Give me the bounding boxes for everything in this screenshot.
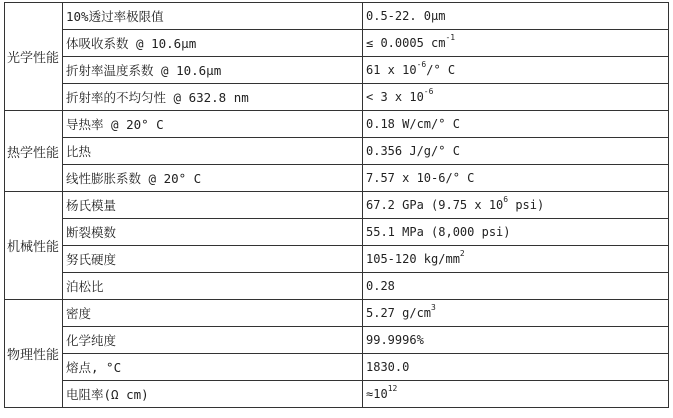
- table-row: [5, 138, 669, 165]
- table-row: [5, 165, 669, 192]
- value-knoop-main: 105-120 kg/mm: [366, 252, 460, 266]
- table-row: [5, 300, 669, 327]
- property-purity: 化学纯度: [63, 327, 363, 354]
- property-resistivity: 电阻率(Ω cm): [63, 381, 363, 408]
- value-absorption: [363, 30, 669, 57]
- value-resistivity-exp: 12: [387, 384, 398, 393]
- value-dn-dt-tail: /° C: [426, 63, 456, 77]
- value-dn-dt: [363, 57, 669, 84]
- value-inhomogeneity-main: < 3 x 10: [366, 90, 424, 104]
- property-dn-dt: 折射率温度系数 @ 10.6μm: [63, 57, 363, 84]
- value-transmit-limit: 0.5-22. 0μm: [363, 3, 669, 30]
- table-row: [5, 327, 669, 354]
- value-resistivity: [363, 381, 669, 408]
- value-specific-heat: 0.356 J/g/° C: [363, 138, 669, 165]
- group-physical: 物理性能: [5, 300, 63, 408]
- value-absorption-exp: -1: [445, 33, 456, 42]
- value-knoop-exp: 2: [459, 249, 465, 258]
- property-knoop: 努氏硬度: [63, 246, 363, 273]
- value-density-main: 5.27 g/cm: [366, 306, 432, 320]
- table-row: [5, 30, 669, 57]
- table-row: [5, 354, 669, 381]
- table-row: [5, 219, 669, 246]
- value-density-exp: 3: [431, 303, 436, 312]
- table-row: [5, 111, 669, 138]
- property-poisson: 泊松比: [63, 273, 363, 300]
- table-row: [5, 246, 669, 273]
- table-row: [5, 84, 669, 111]
- value-youngs: [363, 192, 669, 219]
- property-absorption: 体吸收系数 @ 10.6μm: [63, 30, 363, 57]
- value-dn-dt-exp: -6: [416, 60, 427, 69]
- value-poisson: 0.28: [363, 273, 669, 300]
- value-melting: 1830.0: [363, 354, 669, 381]
- group-mechanical: 机械性能: [5, 192, 63, 300]
- properties-table: [4, 2, 669, 408]
- value-inhomogeneity: [363, 84, 669, 111]
- value-knoop: [363, 246, 669, 273]
- properties-sheet: [4, 2, 668, 408]
- property-inhomogeneity: 折射率的不均匀性 @ 632.8 nm: [63, 84, 363, 111]
- group-thermal: 热学性能: [5, 111, 63, 192]
- table-row: [5, 273, 669, 300]
- property-specific-heat: 比热: [63, 138, 363, 165]
- property-rupture: 断裂模数: [63, 219, 363, 246]
- value-purity: 99.9996%: [363, 327, 669, 354]
- value-rupture: 55.1 MPa (8,000 psi): [363, 219, 669, 246]
- table-row: [5, 381, 669, 408]
- value-absorption-main: ≤ 0.0005 cm: [366, 36, 446, 50]
- property-density: 密度: [63, 300, 363, 327]
- group-optical: 光学性能: [5, 3, 63, 111]
- property-expansion: 线性膨胀系数 @ 20° C: [63, 165, 363, 192]
- value-inhomogeneity-exp: -6: [423, 87, 434, 96]
- value-resistivity-main: ≈10: [366, 387, 388, 401]
- table-row: [5, 3, 669, 30]
- value-density: [363, 300, 669, 327]
- value-youngs-main: 67.2 GPa (9.75 x 10: [366, 198, 504, 212]
- value-youngs-exp: 6: [503, 195, 509, 204]
- property-conductivity: 导热率 @ 20° C: [63, 111, 363, 138]
- property-melting: 熔点, °C: [63, 354, 363, 381]
- table-row: [5, 192, 669, 219]
- property-youngs: 杨氏模量: [63, 192, 363, 219]
- table-row: [5, 57, 669, 84]
- value-expansion: 7.57 x 10-6/° C: [363, 165, 669, 192]
- value-dn-dt-main: 61 x 10: [366, 63, 417, 77]
- property-transmit-limit: 10%透过率极限值: [63, 3, 363, 30]
- value-conductivity: 0.18 W/cm/° C: [363, 111, 669, 138]
- value-youngs-tail: psi): [508, 198, 545, 212]
